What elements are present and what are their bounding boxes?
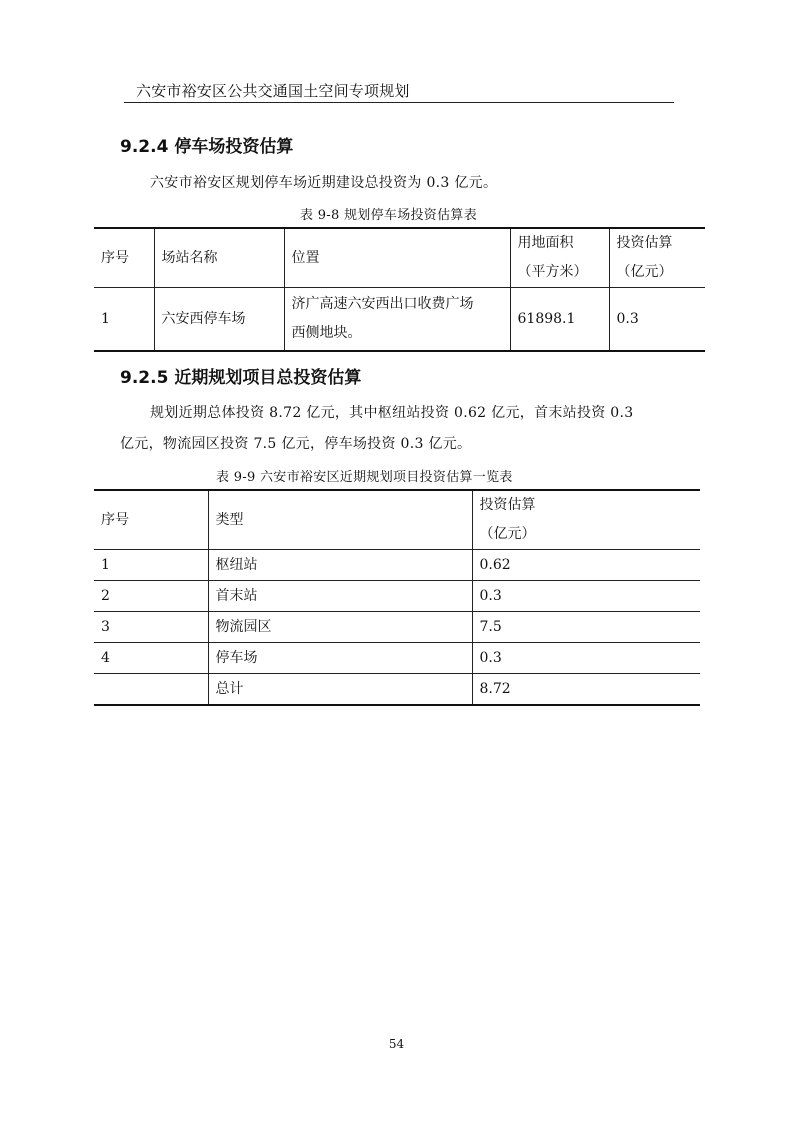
cell-no: 2 <box>94 581 208 612</box>
table-row <box>94 550 700 581</box>
table-9-8-parking-investment <box>94 227 705 352</box>
header-cell-location: 位置 <box>284 228 510 288</box>
header-invest-unit: （亿元） <box>479 526 536 542</box>
cell-location <box>284 288 510 352</box>
cell-type: 枢纽站 <box>208 550 472 581</box>
table-row <box>94 581 700 612</box>
cell-location-line2: 西侧地块。 <box>291 325 362 341</box>
header-cell-invest <box>609 228 705 288</box>
cell-no: 1 <box>94 288 154 352</box>
header-cell-area <box>510 228 609 288</box>
cell-area: 61898.1 <box>510 288 609 352</box>
cell-invest: 0.3 <box>472 643 700 674</box>
cell-no: 4 <box>94 643 208 674</box>
cell-no: 3 <box>94 612 208 643</box>
section-9-2-5-paragraph-line2: 亿元，物流园区投资 7.5 亿元，停车场投资 0.3 亿元。 <box>120 436 472 452</box>
header-cell-no: 序号 <box>94 490 208 550</box>
table-row <box>94 643 700 674</box>
header-area-label: 用地面积 <box>517 235 574 251</box>
header-invest-unit: （亿元） <box>616 264 673 280</box>
table-9-8-caption: 表 9-8 规划停车场投资估算表 <box>300 208 477 223</box>
table-header-row <box>94 228 705 288</box>
header-invest-label: 投资估算 <box>479 497 536 513</box>
cell-name: 六安西停车场 <box>154 288 284 352</box>
section-9-2-4-paragraph: 六安市裕安区规划停车场近期建设总投资为 0.3 亿元。 <box>150 175 498 191</box>
table-9-9-caption: 表 9-9 六安市裕安区近期规划项目投资估算一览表 <box>216 470 513 485</box>
header-cell-name: 场站名称 <box>154 228 284 288</box>
header-cell-no: 序号 <box>94 228 154 288</box>
section-heading-9-2-5: 9.2.5 近期规划项目总投资估算 <box>120 368 362 388</box>
table-9-9-investment-summary <box>94 489 700 706</box>
header-cell-type: 类型 <box>208 490 472 550</box>
cell-type: 物流园区 <box>208 612 472 643</box>
cell-invest: 0.3 <box>609 288 705 352</box>
header-divider <box>124 102 674 103</box>
header-cell-invest <box>472 490 700 550</box>
section-9-2-5-paragraph-line1: 规划近期总体投资 8.72 亿元，其中枢纽站投资 0.62 亿元，首末站投资 0.3 <box>150 405 634 421</box>
cell-type: 首末站 <box>208 581 472 612</box>
cell-invest: 8.72 <box>472 674 700 706</box>
cell-type: 总计 <box>208 674 472 706</box>
cell-no: 1 <box>94 550 208 581</box>
table-header-row <box>94 490 700 550</box>
cell-invest: 7.5 <box>472 612 700 643</box>
table-row-total <box>94 674 700 706</box>
header-invest-label: 投资估算 <box>616 235 673 251</box>
running-header-title: 六安市裕安区公共交通国土空间专项规划 <box>136 82 410 100</box>
cell-type: 停车场 <box>208 643 472 674</box>
page-number: 54 <box>388 1037 405 1051</box>
table-row <box>94 612 700 643</box>
table-row <box>94 288 705 352</box>
cell-location-line1: 济广高速六安西出口收费广场 <box>291 296 474 312</box>
cell-invest: 0.62 <box>472 550 700 581</box>
header-area-unit: （平方米） <box>517 264 588 280</box>
cell-invest: 0.3 <box>472 581 700 612</box>
cell-no <box>94 674 208 706</box>
section-heading-9-2-4: 9.2.4 停车场投资估算 <box>120 137 294 157</box>
